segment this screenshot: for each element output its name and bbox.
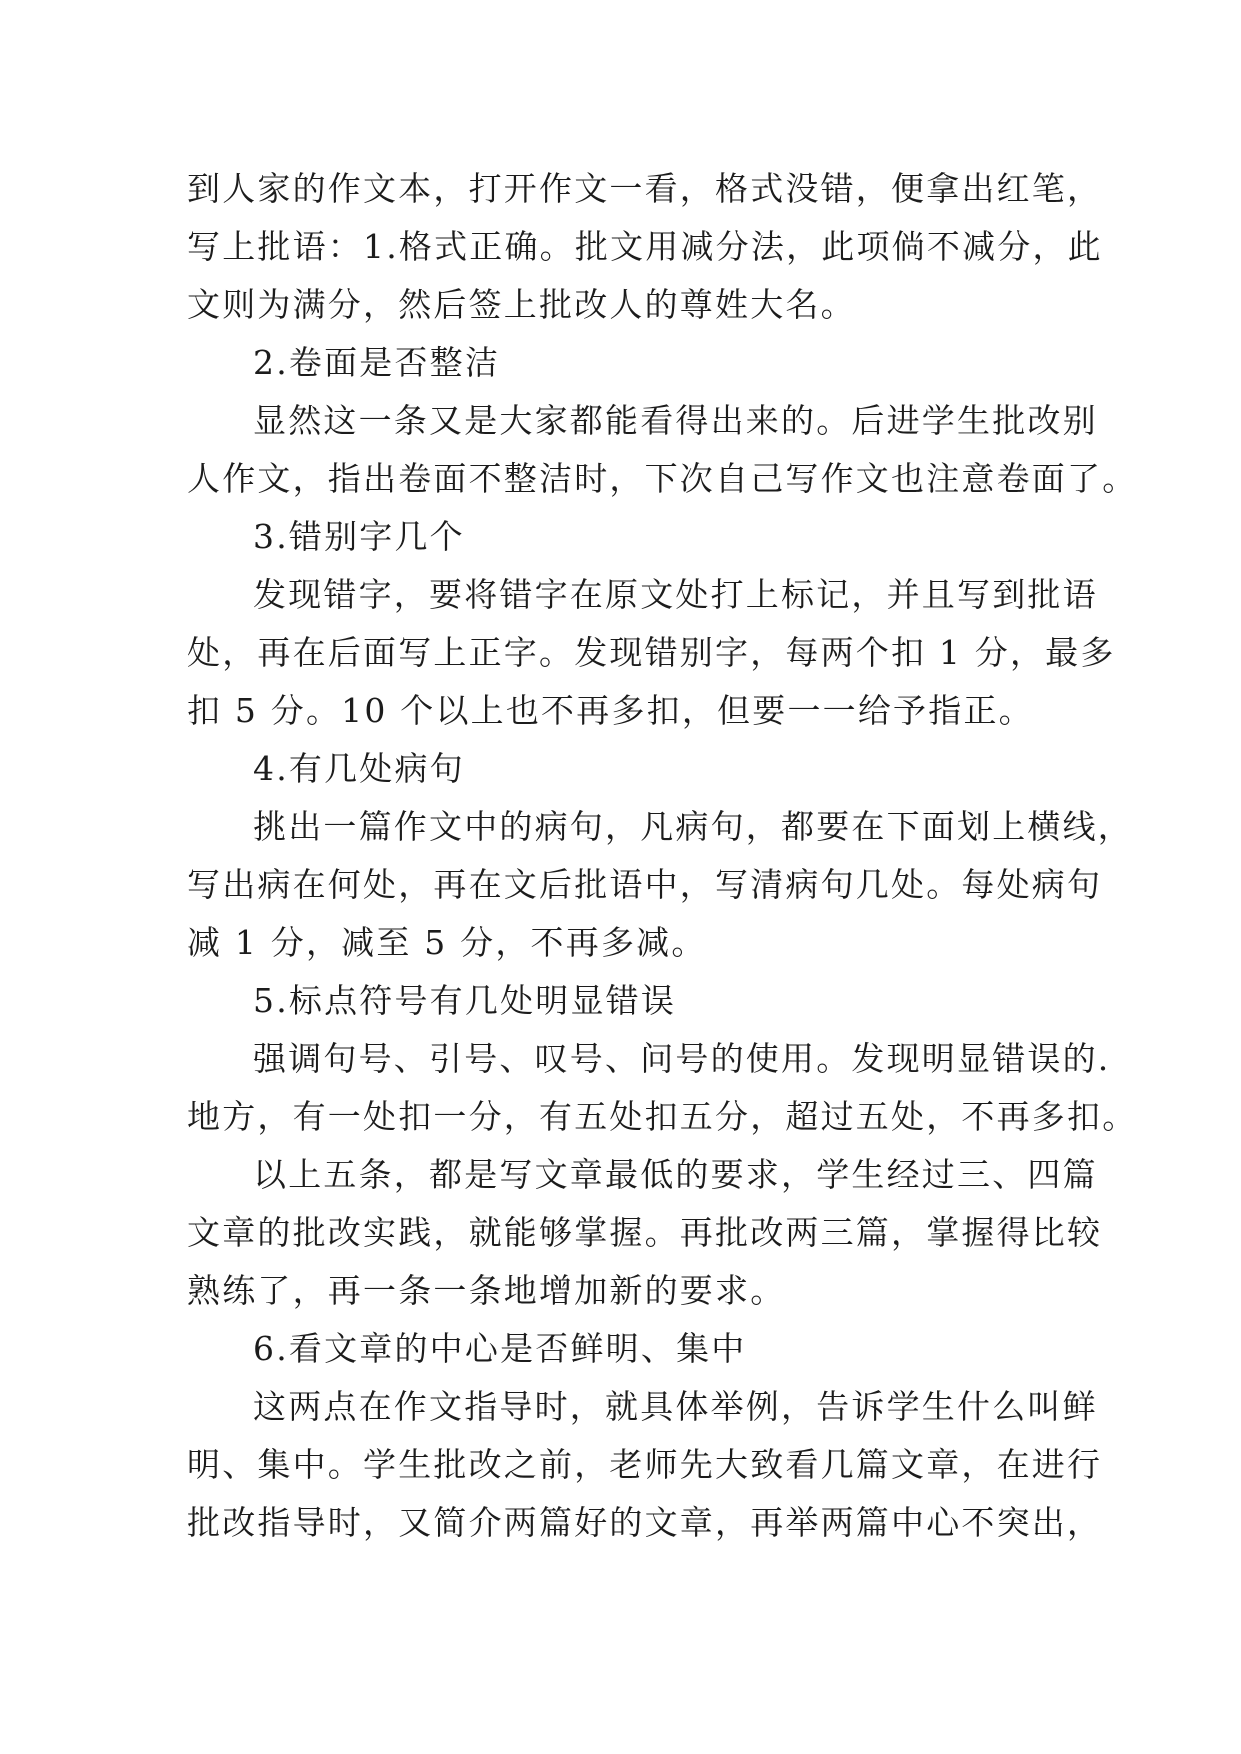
text-line: 写出病在何处，再在文后批语中，写清病句几处。每处病句 bbox=[187, 865, 1103, 904]
text-line: 减 1 分，减至 5 分，不再多减。 bbox=[187, 923, 707, 962]
text-line: 强调句号、引号、叹号、问号的使用。发现明显错误的. bbox=[253, 1039, 1111, 1078]
text-line: 地方，有一处扣一分，有五处扣五分，超过五处，不再多扣。 bbox=[187, 1097, 1138, 1136]
text-line: 挑出一篇作文中的病句，凡病句，都要在下面划上横线， bbox=[253, 807, 1133, 846]
text-line: 扣 5 分。10 个以上也不再多扣，但要一一给予指正。 bbox=[187, 691, 1034, 730]
section-heading: 4.有几处病句 bbox=[253, 749, 465, 788]
document-body bbox=[187, 160, 1138, 1552]
section-heading: 6.看文章的中心是否鲜明、集中 bbox=[253, 1329, 747, 1368]
section-heading: 5.标点符号有几处明显错误 bbox=[253, 981, 677, 1020]
text-line: 文则为满分，然后签上批改人的尊姓大名。 bbox=[187, 285, 856, 324]
section-heading: 2.卷面是否整洁 bbox=[253, 343, 501, 382]
text-line: 到人家的作文本，打开作文一看，格式没错，便拿出红笔， bbox=[187, 169, 1103, 208]
text-line: 熟练了，再一条一条地增加新的要求。 bbox=[187, 1271, 786, 1310]
text-line: 发现错字，要将错字在原文处打上标记，并且写到批语 bbox=[253, 575, 1098, 614]
text-line: 批改指导时，又简介两篇好的文章，再举两篇中心不突出， bbox=[187, 1503, 1103, 1542]
text-line: 这两点在作文指导时，就具体举例，告诉学生什么叫鲜 bbox=[253, 1387, 1098, 1426]
text-line: 写上批语：1.格式正确。批文用减分法，此项倘不减分，此 bbox=[187, 227, 1103, 266]
text-line: 人作文，指出卷面不整洁时，下次自己写作文也注意卷面了。 bbox=[187, 459, 1138, 498]
section-heading: 3.错别字几个 bbox=[253, 517, 465, 556]
text-line: 处，再在后面写上正字。发现错别字，每两个扣 1 分，最多 bbox=[187, 633, 1116, 672]
text-line: 明、集中。学生批改之前，老师先大致看几篇文章，在进行 bbox=[187, 1445, 1103, 1484]
text-line: 显然这一条又是大家都能看得出来的。后进学生批改别 bbox=[253, 401, 1098, 440]
text-line: 以上五条，都是写文章最低的要求，学生经过三、四篇 bbox=[253, 1155, 1098, 1194]
text-line: 文章的批改实践，就能够掌握。再批改两三篇，掌握得比较 bbox=[187, 1213, 1103, 1252]
